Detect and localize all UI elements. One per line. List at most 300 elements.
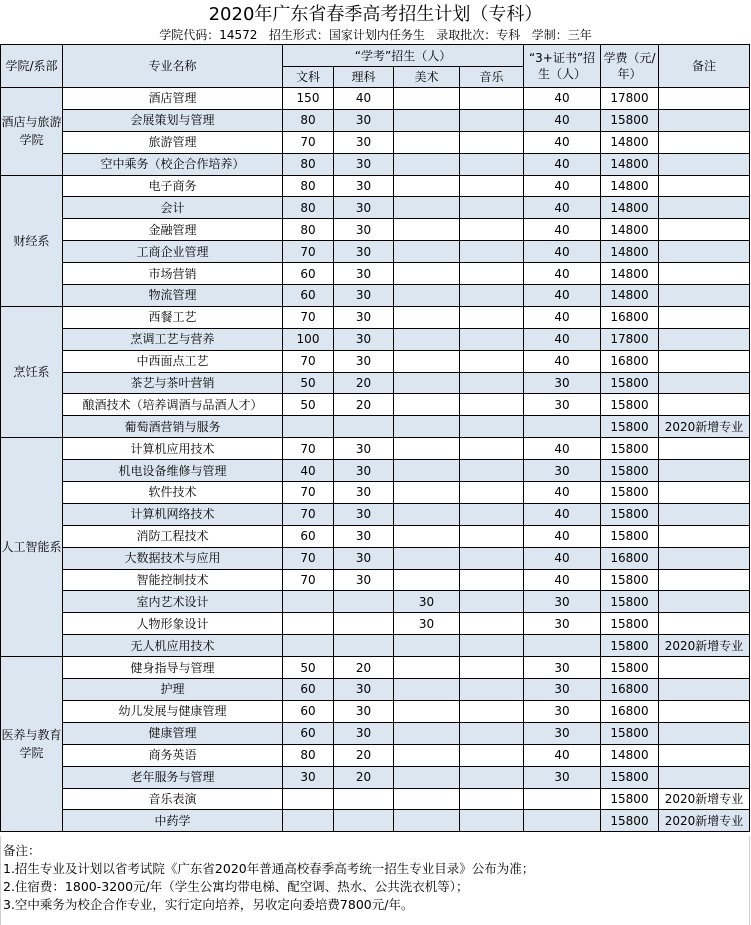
zhengshu-cell: 40 (524, 241, 601, 263)
zhengshu-cell: 40 (524, 88, 601, 110)
wenke-cell: 150 (283, 88, 334, 110)
major-cell: 智能控制技术 (63, 569, 283, 591)
like-cell (334, 416, 394, 438)
like-cell: 30 (334, 241, 394, 263)
zhengshu-cell: 40 (524, 197, 601, 219)
tuition-cell: 14800 (601, 744, 659, 766)
zhengshu-cell (524, 635, 601, 657)
major-cell: 酒店管理 (63, 88, 283, 110)
remark-cell (659, 328, 750, 350)
wenke-cell: 70 (283, 241, 334, 263)
yinyue-cell (460, 153, 524, 175)
meishu-cell (394, 744, 460, 766)
table-row (1, 153, 750, 175)
meishu-cell (394, 722, 460, 744)
meishu-cell (394, 131, 460, 153)
meishu-cell (394, 569, 460, 591)
table-row (1, 306, 750, 328)
table-body (1, 88, 750, 832)
yinyue-cell (460, 810, 524, 832)
table-row (1, 285, 750, 307)
like-cell: 40 (334, 88, 394, 110)
tuition-cell: 15800 (601, 416, 659, 438)
table-row (1, 657, 750, 679)
meishu-cell (394, 241, 460, 263)
major-cell: 会展策划与管理 (63, 109, 283, 131)
like-cell: 30 (334, 175, 394, 197)
like-cell: 30 (334, 219, 394, 241)
wenke-cell: 70 (283, 547, 334, 569)
remark-cell: 2020新增专业 (659, 416, 750, 438)
table-row (1, 547, 750, 569)
major-cell: 会计 (63, 197, 283, 219)
table-row (1, 394, 750, 416)
wenke-cell: 60 (283, 679, 334, 701)
tuition-cell: 17800 (601, 88, 659, 110)
department-cell: 医养与教育学院 (1, 657, 63, 832)
table-row (1, 109, 750, 131)
table-row (1, 679, 750, 701)
yinyue-cell (460, 635, 524, 657)
like-cell: 20 (334, 372, 394, 394)
zhengshu-cell: 30 (524, 700, 601, 722)
wenke-cell: 70 (283, 306, 334, 328)
yinyue-cell (460, 285, 524, 307)
like-cell: 30 (334, 482, 394, 504)
major-cell: 茶艺与茶叶营销 (63, 372, 283, 394)
tuition-cell: 14800 (601, 219, 659, 241)
like-cell (334, 591, 394, 613)
tuition-cell: 14800 (601, 131, 659, 153)
yinyue-cell (460, 547, 524, 569)
major-cell: 葡萄酒营销与服务 (63, 416, 283, 438)
remark-cell (659, 372, 750, 394)
like-cell: 30 (334, 306, 394, 328)
wenke-cell: 80 (283, 153, 334, 175)
tuition-cell: 16800 (601, 547, 659, 569)
tuition-cell: 15800 (601, 525, 659, 547)
header-remarks: 备注 (659, 45, 750, 88)
like-cell: 30 (334, 131, 394, 153)
like-cell (334, 635, 394, 657)
major-cell: 音乐表演 (63, 788, 283, 810)
major-cell: 市场营销 (63, 263, 283, 285)
wenke-cell: 60 (283, 525, 334, 547)
yinyue-cell (460, 241, 524, 263)
tuition-cell: 17800 (601, 328, 659, 350)
remark-cell (659, 306, 750, 328)
zhengshu-cell: 40 (524, 285, 601, 307)
department-cell: 酒店与旅游学院 (1, 88, 63, 176)
zhengshu-cell: 40 (524, 153, 601, 175)
major-cell: 健康管理 (63, 722, 283, 744)
meishu-cell (394, 810, 460, 832)
yinyue-cell (460, 438, 524, 460)
yinyue-cell (460, 525, 524, 547)
remark-cell (659, 744, 750, 766)
like-cell: 30 (334, 460, 394, 482)
header-zhengshu: “3+证书”招生（人） (524, 45, 601, 88)
meishu-cell (394, 657, 460, 679)
wenke-cell: 70 (283, 503, 334, 525)
like-cell: 30 (334, 503, 394, 525)
tuition-cell: 16800 (601, 700, 659, 722)
meishu-cell (394, 328, 460, 350)
major-cell: 健身指导与管理 (63, 657, 283, 679)
zhengshu-cell: 30 (524, 591, 601, 613)
tuition-cell: 14800 (601, 285, 659, 307)
wenke-cell: 100 (283, 328, 334, 350)
wenke-cell: 30 (283, 766, 334, 788)
major-cell: 商务英语 (63, 744, 283, 766)
yinyue-cell (460, 219, 524, 241)
like-cell: 30 (334, 679, 394, 701)
like-cell: 30 (334, 569, 394, 591)
zhengshu-cell: 30 (524, 394, 601, 416)
like-cell: 30 (334, 722, 394, 744)
yinyue-cell (460, 131, 524, 153)
table-row (1, 219, 750, 241)
zhengshu-cell: 30 (524, 460, 601, 482)
zhengshu-cell: 30 (524, 722, 601, 744)
wenke-cell (283, 591, 334, 613)
table-row (1, 569, 750, 591)
remark-cell (659, 482, 750, 504)
major-cell: 老年服务与管理 (63, 766, 283, 788)
major-cell: 室内艺术设计 (63, 591, 283, 613)
zhengshu-cell (524, 416, 601, 438)
zhengshu-cell (524, 788, 601, 810)
yinyue-cell (460, 372, 524, 394)
major-cell: 机电设备维修与管理 (63, 460, 283, 482)
yinyue-cell (460, 197, 524, 219)
like-cell (334, 613, 394, 635)
notes-heading: 备注： (3, 843, 41, 858)
major-cell: 酿酒技术（培养调酒与品酒人才） (63, 394, 283, 416)
wenke-cell: 80 (283, 175, 334, 197)
wenke-cell: 80 (283, 219, 334, 241)
zhengshu-cell: 40 (524, 328, 601, 350)
tuition-cell: 15800 (601, 788, 659, 810)
major-cell: 烹调工艺与营养 (63, 328, 283, 350)
zhengshu-cell: 40 (524, 219, 601, 241)
meishu-cell (394, 482, 460, 504)
zhengshu-cell: 40 (524, 350, 601, 372)
department-cell: 人工智能系 (1, 438, 63, 657)
wenke-cell: 50 (283, 394, 334, 416)
wenke-cell: 80 (283, 197, 334, 219)
table-row (1, 810, 750, 832)
tuition-cell: 15800 (601, 394, 659, 416)
wenke-cell: 50 (283, 372, 334, 394)
remark-cell (659, 263, 750, 285)
wenke-cell: 80 (283, 744, 334, 766)
wenke-cell: 70 (283, 350, 334, 372)
zhengshu-cell: 40 (524, 482, 601, 504)
table-row (1, 788, 750, 810)
remark-cell (659, 591, 750, 613)
table-row (1, 722, 750, 744)
yinyue-cell (460, 591, 524, 613)
page-subtitle: 学院代码：14572 招生形式：国家计划内任务生 录取批次：专科 学制：三年 (159, 28, 592, 42)
wenke-cell: 60 (283, 722, 334, 744)
meishu-cell: 30 (394, 591, 460, 613)
table-row (1, 88, 750, 110)
yinyue-cell (460, 88, 524, 110)
table-row (1, 525, 750, 547)
meishu-cell (394, 788, 460, 810)
like-cell: 20 (334, 766, 394, 788)
major-cell: 软件技术 (63, 482, 283, 504)
table-row (1, 438, 750, 460)
zhengshu-cell: 30 (524, 372, 601, 394)
major-cell: 人物形象设计 (63, 613, 283, 635)
yinyue-cell (460, 722, 524, 744)
remark-cell: 2020新增专业 (659, 635, 750, 657)
remark-cell (659, 679, 750, 701)
table-row (1, 591, 750, 613)
like-cell: 30 (334, 525, 394, 547)
tuition-cell: 15800 (601, 372, 659, 394)
meishu-cell (394, 766, 460, 788)
yinyue-cell (460, 657, 524, 679)
like-cell: 30 (334, 547, 394, 569)
meishu-cell (394, 88, 460, 110)
department-cell: 烹饪系 (1, 306, 63, 437)
major-cell: 工商企业管理 (63, 241, 283, 263)
meishu-cell (394, 394, 460, 416)
header-meishu: 美术 (394, 67, 460, 88)
header-department: 学院/系部 (1, 45, 63, 88)
meishu-cell (394, 219, 460, 241)
yinyue-cell (460, 482, 524, 504)
remark-cell (659, 109, 750, 131)
like-cell: 20 (334, 394, 394, 416)
zhengshu-cell: 30 (524, 679, 601, 701)
meishu-cell (394, 679, 460, 701)
tuition-cell: 15800 (601, 613, 659, 635)
wenke-cell: 40 (283, 460, 334, 482)
major-cell: 无人机应用技术 (63, 635, 283, 657)
major-cell: 中西面点工艺 (63, 350, 283, 372)
tuition-cell: 16800 (601, 679, 659, 701)
table-row (1, 635, 750, 657)
like-cell: 20 (334, 744, 394, 766)
header-wenke: 文科 (283, 67, 334, 88)
wenke-cell: 60 (283, 263, 334, 285)
yinyue-cell (460, 788, 524, 810)
zhengshu-cell: 30 (524, 613, 601, 635)
meishu-cell (394, 197, 460, 219)
wenke-cell: 50 (283, 657, 334, 679)
tuition-cell: 15800 (601, 657, 659, 679)
zhengshu-cell: 40 (524, 131, 601, 153)
major-cell: 大数据技术与应用 (63, 547, 283, 569)
zhengshu-cell: 40 (524, 547, 601, 569)
zhengshu-cell: 40 (524, 503, 601, 525)
tuition-cell: 16800 (601, 350, 659, 372)
frame-border-right (749, 836, 750, 925)
like-cell: 30 (334, 263, 394, 285)
wenke-cell: 80 (283, 109, 334, 131)
wenke-cell: 70 (283, 131, 334, 153)
yinyue-cell (460, 350, 524, 372)
yinyue-cell (460, 394, 524, 416)
zhengshu-cell: 40 (524, 175, 601, 197)
meishu-cell (394, 109, 460, 131)
remark-cell (659, 350, 750, 372)
major-cell: 电子商务 (63, 175, 283, 197)
tuition-cell: 15800 (601, 438, 659, 460)
wenke-cell (283, 416, 334, 438)
department-cell: 财经系 (1, 175, 63, 306)
meishu-cell (394, 350, 460, 372)
major-cell: 计算机应用技术 (63, 438, 283, 460)
remark-cell (659, 722, 750, 744)
remark-cell (659, 394, 750, 416)
remark-cell (659, 88, 750, 110)
meishu-cell (394, 306, 460, 328)
table-row (1, 460, 750, 482)
zhengshu-cell: 40 (524, 744, 601, 766)
wenke-cell (283, 635, 334, 657)
like-cell (334, 788, 394, 810)
zhengshu-cell: 40 (524, 525, 601, 547)
meishu-cell (394, 175, 460, 197)
table-row (1, 241, 750, 263)
like-cell: 30 (334, 285, 394, 307)
tuition-cell: 14800 (601, 197, 659, 219)
remark-cell (659, 197, 750, 219)
wenke-cell (283, 613, 334, 635)
zhengshu-cell: 40 (524, 263, 601, 285)
tuition-cell: 15800 (601, 109, 659, 131)
meishu-cell (394, 438, 460, 460)
like-cell: 30 (334, 197, 394, 219)
major-cell: 物流管理 (63, 285, 283, 307)
remark-cell: 2020新增专业 (659, 810, 750, 832)
tuition-cell: 15800 (601, 503, 659, 525)
remark-cell (659, 547, 750, 569)
yinyue-cell (460, 569, 524, 591)
like-cell: 30 (334, 438, 394, 460)
remark-cell (659, 569, 750, 591)
meishu-cell (394, 263, 460, 285)
table-row (1, 263, 750, 285)
yinyue-cell (460, 416, 524, 438)
like-cell: 30 (334, 109, 394, 131)
yinyue-cell (460, 306, 524, 328)
remark-cell (659, 766, 750, 788)
like-cell (334, 810, 394, 832)
wenke-cell: 70 (283, 438, 334, 460)
major-cell: 幼儿发展与健康管理 (63, 700, 283, 722)
yinyue-cell (460, 175, 524, 197)
major-cell: 空中乘务（校企合作培养） (63, 153, 283, 175)
tuition-cell: 14800 (601, 153, 659, 175)
tuition-cell: 16800 (601, 306, 659, 328)
remark-cell (659, 657, 750, 679)
meishu-cell: 30 (394, 613, 460, 635)
notes-section (3, 842, 748, 914)
meishu-cell (394, 547, 460, 569)
tuition-cell: 14800 (601, 241, 659, 263)
meishu-cell (394, 416, 460, 438)
like-cell: 20 (334, 657, 394, 679)
table-row (1, 700, 750, 722)
tuition-cell: 15800 (601, 635, 659, 657)
zhengshu-cell: 30 (524, 657, 601, 679)
remark-cell (659, 525, 750, 547)
remark-cell (659, 700, 750, 722)
tuition-cell: 15800 (601, 810, 659, 832)
yinyue-cell (460, 744, 524, 766)
header-major: 专业名称 (63, 45, 283, 88)
meishu-cell (394, 285, 460, 307)
wenke-cell: 70 (283, 482, 334, 504)
remark-cell (659, 285, 750, 307)
yinyue-cell (460, 679, 524, 701)
tuition-cell: 15800 (601, 482, 659, 504)
like-cell: 30 (334, 153, 394, 175)
header-xuekao-group: “学考”招生（人） (283, 45, 524, 67)
note-item: 3.空中乘务为校企合作专业，实行定向培养，另收定向委培费7800元/年。 (3, 897, 414, 912)
yinyue-cell (460, 328, 524, 350)
table-row (1, 416, 750, 438)
remark-cell (659, 153, 750, 175)
yinyue-cell (460, 766, 524, 788)
table-row (1, 613, 750, 635)
frame-border-left (0, 836, 1, 925)
meishu-cell (394, 525, 460, 547)
zhengshu-cell: 40 (524, 438, 601, 460)
tuition-cell: 15800 (601, 722, 659, 744)
like-cell: 30 (334, 328, 394, 350)
remark-cell (659, 241, 750, 263)
tuition-cell: 15800 (601, 591, 659, 613)
tuition-cell: 15800 (601, 569, 659, 591)
zhengshu-cell: 40 (524, 306, 601, 328)
yinyue-cell (460, 613, 524, 635)
major-cell: 消防工程技术 (63, 525, 283, 547)
yinyue-cell (460, 503, 524, 525)
like-cell: 30 (334, 700, 394, 722)
table-row (1, 482, 750, 504)
table-row (1, 372, 750, 394)
header-tuition: 学费（元/年） (601, 45, 659, 88)
table-row (1, 175, 750, 197)
major-cell: 中药学 (63, 810, 283, 832)
table-row (1, 766, 750, 788)
enrollment-plan-table (0, 44, 750, 832)
tuition-cell: 15800 (601, 460, 659, 482)
remark-cell (659, 175, 750, 197)
wenke-cell (283, 810, 334, 832)
major-cell: 金融管理 (63, 219, 283, 241)
note-item: 1.招生专业及计划以省考试院《广东省2020年普通高校春季高考统一招生专业目录》公布为准； (3, 861, 535, 876)
meishu-cell (394, 503, 460, 525)
remark-cell (659, 219, 750, 241)
zhengshu-cell: 30 (524, 766, 601, 788)
remark-cell (659, 503, 750, 525)
tuition-cell: 15800 (601, 766, 659, 788)
wenke-cell: 60 (283, 285, 334, 307)
major-cell: 旅游管理 (63, 131, 283, 153)
note-item: 2.住宿费：1800-3200元/年（学生公寓均带电梯、配空调、热水、公共洗衣机等）； (3, 879, 469, 894)
header-yinyue: 音乐 (460, 67, 524, 88)
table-row (1, 328, 750, 350)
yinyue-cell (460, 109, 524, 131)
